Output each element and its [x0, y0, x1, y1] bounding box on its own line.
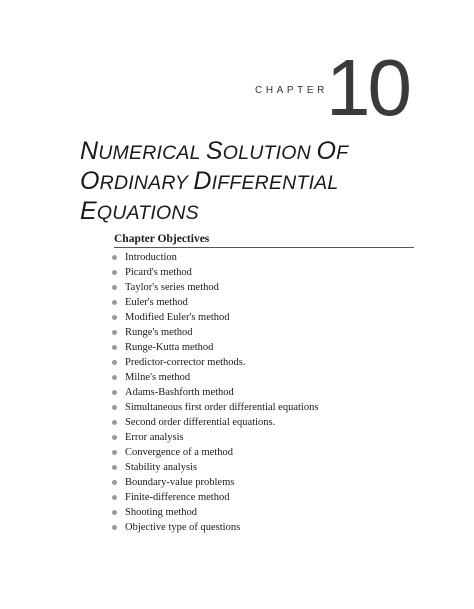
objectives-divider [114, 247, 414, 248]
objective-label: Milne's method [125, 372, 191, 383]
objective-item [112, 325, 318, 340]
objective-label: Stability analysis [125, 462, 198, 473]
bullet-dot-icon [112, 360, 117, 365]
objective-label: Boundary-value problems [125, 477, 235, 488]
chapter-label: CHAPTER [255, 85, 328, 96]
objective-label: Finite-difference method [125, 492, 230, 503]
objective-label: Error analysis [125, 432, 184, 443]
bullet-dot-icon [112, 420, 117, 425]
objective-label: Modified Euler's method [125, 312, 230, 323]
objective-item [112, 370, 318, 385]
objective-label: Runge-Kutta method [125, 342, 214, 353]
bullet-dot-icon [112, 345, 117, 350]
objectives-list [112, 250, 318, 535]
title-line-1: NUMERICAL SOLUTION OF [80, 137, 349, 165]
objective-item [112, 475, 318, 490]
chapter-number: 10 [326, 43, 409, 132]
bullet-dot-icon [112, 285, 117, 290]
bullet-dot-icon [112, 465, 117, 470]
objective-item [112, 340, 318, 355]
bullet-dot-icon [112, 480, 117, 485]
objective-item [112, 310, 318, 325]
objective-item [112, 355, 318, 370]
bullet-dot-icon [112, 300, 117, 305]
objective-item [112, 295, 318, 310]
objectives-heading: Chapter Objectives [114, 233, 210, 245]
objective-label: Introduction [125, 252, 177, 263]
objective-label: Second order differential equations. [125, 417, 276, 428]
objective-item [112, 490, 318, 505]
bullet-dot-icon [112, 375, 117, 380]
bullet-dot-icon [112, 495, 117, 500]
chapter-title [80, 137, 440, 227]
title-line-2: ORDINARY DIFFERENTIAL [80, 167, 339, 195]
objective-item [112, 520, 318, 535]
bullet-dot-icon [112, 510, 117, 515]
objective-item [112, 265, 318, 280]
objective-item [112, 460, 318, 475]
objective-label: Shooting method [125, 507, 198, 518]
bullet-dot-icon [112, 270, 117, 275]
objective-label: Runge's method [125, 327, 193, 338]
objective-label: Objective type of questions [125, 522, 241, 533]
objective-item [112, 430, 318, 445]
bullet-dot-icon [112, 390, 117, 395]
objective-item [112, 445, 318, 460]
objective-label: Simultaneous first order differential equations [125, 402, 319, 413]
bullet-dot-icon [112, 525, 117, 530]
bullet-dot-icon [112, 435, 117, 440]
objective-label: Taylor's series method [125, 282, 219, 293]
objective-item [112, 250, 318, 265]
objective-item [112, 280, 318, 295]
objective-label: Picard's method [125, 267, 192, 278]
objective-label: Predictor-corrector methods. [125, 357, 246, 368]
bullet-dot-icon [112, 255, 117, 260]
bullet-dot-icon [112, 405, 117, 410]
objective-item [112, 505, 318, 520]
title-line-3: EQUATIONS [80, 197, 199, 225]
objective-item [112, 415, 318, 430]
objective-item [112, 385, 318, 400]
bullet-dot-icon [112, 315, 117, 320]
bullet-dot-icon [112, 450, 117, 455]
objective-item [112, 400, 318, 415]
bullet-dot-icon [112, 330, 117, 335]
objective-label: Adams-Bashforth method [125, 387, 234, 398]
objective-label: Euler's method [125, 297, 188, 308]
objective-label: Convergence of a method [125, 447, 233, 458]
